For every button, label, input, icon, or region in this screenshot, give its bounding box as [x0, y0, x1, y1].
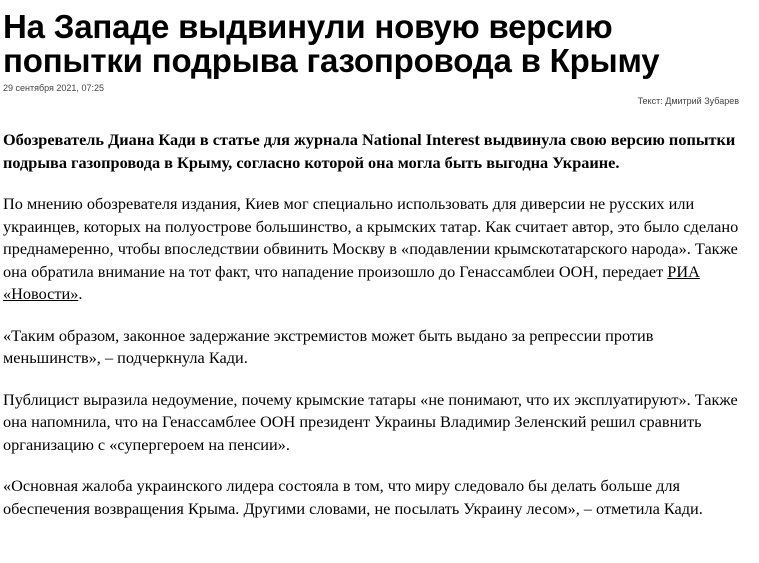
- author-credit: Текст: Дмитрий Зубарев: [637, 96, 739, 106]
- publication-date: 29 сентября 2021, 07:25: [3, 83, 104, 93]
- paragraph-1-text: По мнению обозревателя издания, Киев мог специально использовать для диверсии не русских или украинцев, которых на полуострове большинство, а крымских татар. Как считает автор, это было сделано преднамеренно, чтобы впоследствии обвинить Москву в «подавлении крымскотатарского народа». Также она обратила внимание на тот факт, что нападение произошло до Генассамблеи ООН, передает: [3, 194, 739, 281]
- article-paragraph-1: [3, 193, 751, 306]
- article-lead: Обозреватель Диана Кади в статье для журнала National Interest выдвинула свою версию попытки подрыва газопровода в Крыму, согласно которой она могла быть выгодна Украине.: [3, 130, 736, 172]
- ria-novosti-link[interactable]: РИА «Новости»: [3, 261, 700, 303]
- article-paragraph-3: Публицист выразила недоумение, почему крымские татары «не понимают, что их эксплуатируют». Также она напомнила, что на Генассамблее ООН президент Украины Владимир Зеленский решил сравнить организацию с «супергероем на пенсии».: [3, 389, 738, 454]
- article-paragraph-4: «Основная жалоба украинского лидера состояла в том, что миру следовало бы делать больше для обеспечения возвращения Крыма. Другими словами, не посылать Украину лесом», – отметила Кади.: [3, 476, 703, 518]
- paragraph-1-end: .: [78, 284, 83, 303]
- article-meta: [3, 83, 751, 115]
- article-headline: На Западе выдвинули новую версию попытки подрыва газопровода в Крыму: [3, 8, 660, 79]
- article-paragraph-2: «Таким образом, законное задержание экстремистов может быть выдано за репрессии против меньшинств», – подчеркнула Кади.: [3, 325, 654, 367]
